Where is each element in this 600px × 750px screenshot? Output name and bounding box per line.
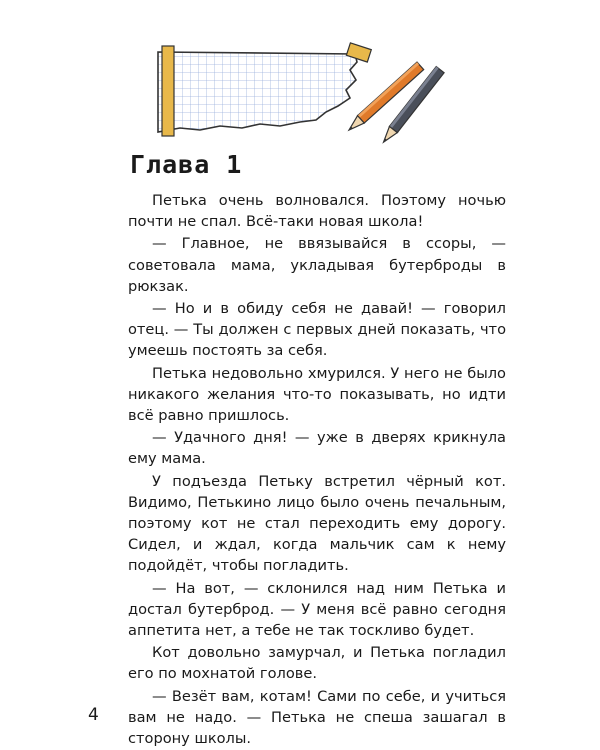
paragraph: — Удачного дня! — уже в дверях крикнула ему мама. <box>128 429 506 468</box>
paragraph: Кот довольно замурчал, и Петька погладил его по мохнатой голове. <box>128 644 506 683</box>
paragraph: — Главное, не ввязывайся в ссоры, — советовала мама, укладывая бутерброды в рюкзак. <box>128 235 506 295</box>
paragraph: — Но и в обиду себя не давай! — говорил отец. — Ты должен с первых дней показать, что умеешь постоять за себя. <box>128 300 506 360</box>
paragraph: — Везёт вам, котам! Сами по себе, и учиться вам не надо. — Петька не спеша зашагал в сторону школы. <box>128 687 506 748</box>
paragraph: — На вот, — склонился над ним Петька и достал бутерброд. — У меня всё равно сегодня аппетита нет, а тебе не так тоскливо будет. <box>128 579 506 640</box>
page-number: 4 <box>88 705 99 725</box>
torn-grid-paper <box>158 52 357 132</box>
tape-left <box>162 46 174 136</box>
chapter-title: Глава 1 <box>130 150 243 179</box>
paragraph: Петька очень волновался. Поэтому ночью почти не спал. Всё-таки новая школа! <box>128 192 506 231</box>
chapter-text <box>128 190 506 750</box>
paragraph: У подъезда Петьку встретил чёрный кот. Видимо, Петькино лицо было очень печальным, поэтому кот не стал переходить ему дорогу. Сидел, и ждал, когда мальчик сам к нему подойдёт, чтобы погладить. <box>128 472 506 575</box>
chapter-illustration <box>150 40 450 145</box>
paragraph: Петька недовольно хмурился. У него не было никакого желания что-то показывать, но идти всё равно пришлось. <box>128 364 506 425</box>
